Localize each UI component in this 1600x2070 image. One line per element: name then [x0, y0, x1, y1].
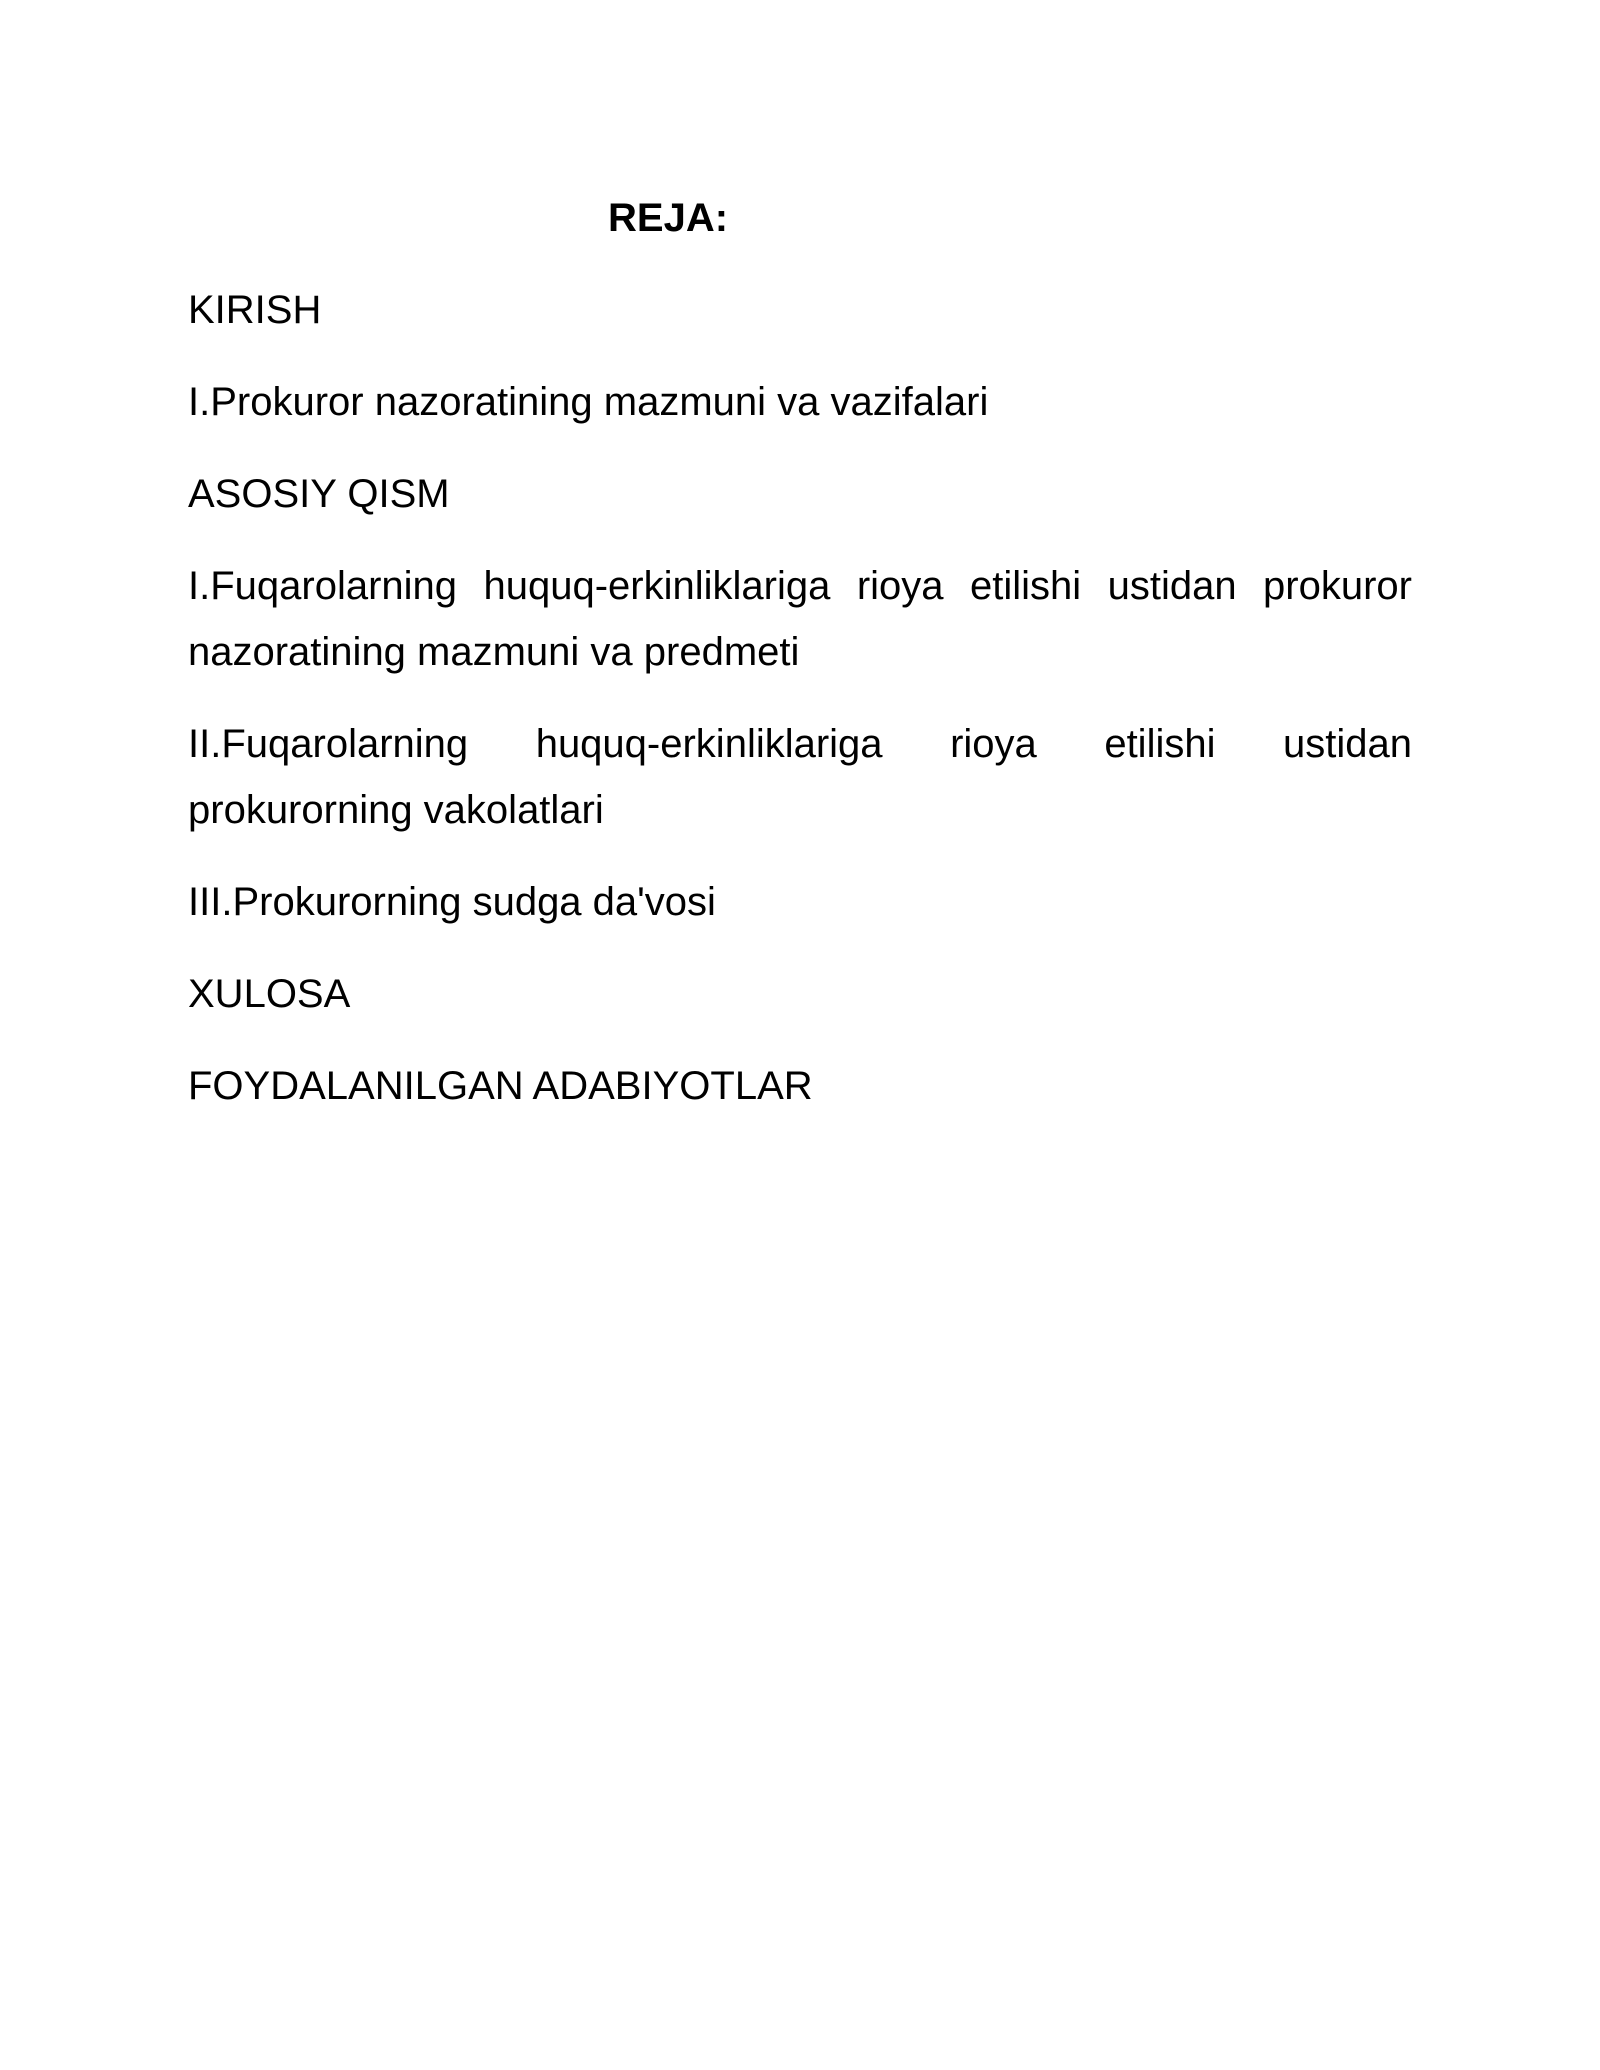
plan-item-chapter-3: III.Prokurorning sudga da'vosi — [188, 880, 716, 924]
plan-item-kirish: KIRISH — [188, 288, 322, 332]
plan-item-intro-section: I.Prokuror nazoratining mazmuni va vazifalari — [188, 380, 989, 424]
plan-item-conclusion: XULOSA — [188, 972, 351, 1016]
plan-item-chapter-1: I.Fuqarolarning huquq-erkinliklariga rioya etilishi ustidan prokuror nazoratining mazmuni va predmeti — [188, 564, 1412, 674]
plan-item-chapter-2: II.Fuqarolarning huquq-erkinliklariga rioya etilishi ustidan prokurorning vakolatlari — [188, 722, 1412, 832]
plan-item-references: FOYDALANILGAN ADABIYOTLAR — [188, 1064, 813, 1108]
plan-item-main-part: ASOSIY QISM — [188, 472, 450, 516]
page-title: REJA: — [608, 196, 729, 240]
